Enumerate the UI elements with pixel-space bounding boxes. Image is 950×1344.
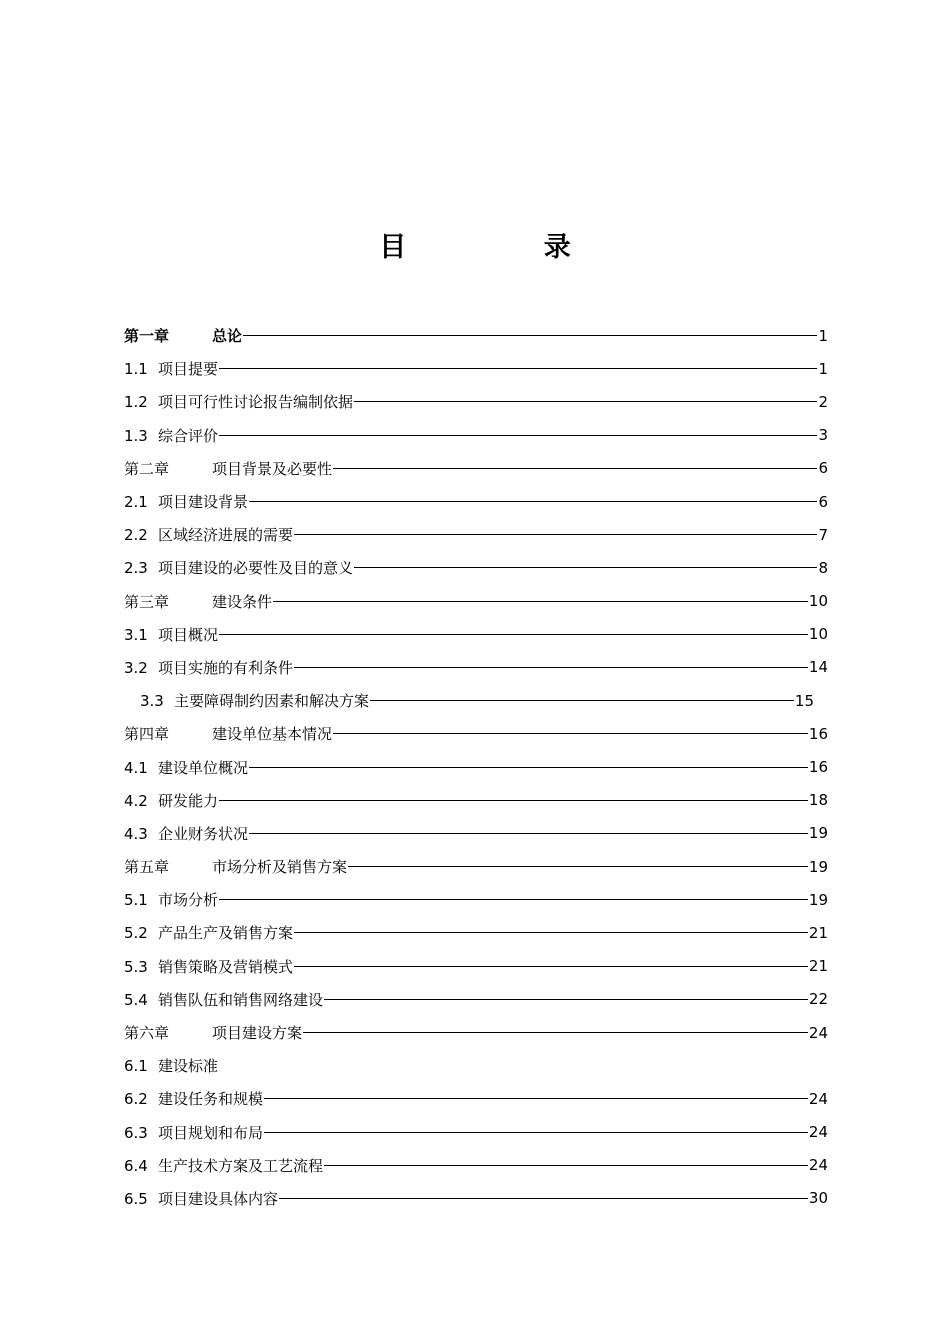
toc-entry-page: 21 bbox=[808, 923, 828, 942]
toc-entry-number: 第三章 bbox=[124, 592, 170, 611]
toc-entry-page: 15 bbox=[794, 691, 814, 710]
toc-leader-line bbox=[249, 501, 817, 502]
toc-entry-title: 项目可行性讨论报告编制依据 bbox=[158, 393, 354, 412]
toc-entry-label bbox=[124, 1155, 323, 1176]
page-title: 目 录 bbox=[379, 232, 635, 263]
toc-entry[interactable] bbox=[124, 750, 828, 783]
toc-leader-line bbox=[348, 866, 808, 867]
toc-entry-page: 2 bbox=[818, 392, 828, 411]
toc-entry-label bbox=[124, 757, 248, 778]
toc-entry-page: 22 bbox=[808, 990, 828, 1009]
toc-entry-title: 销售策略及营销模式 bbox=[158, 957, 294, 976]
toc-entry-title: 主要障碍制约因素和解决方案 bbox=[174, 692, 370, 711]
toc-leader-line bbox=[273, 601, 808, 602]
toc-entry-title: 生产技术方案及工艺流程 bbox=[158, 1156, 324, 1175]
table-of-contents bbox=[124, 319, 828, 1215]
toc-leader-line bbox=[354, 401, 817, 402]
toc-entry-number: 4.2 bbox=[124, 791, 148, 810]
toc-entry-number: 4.1 bbox=[124, 758, 148, 777]
toc-entry[interactable] bbox=[124, 585, 828, 618]
toc-entry[interactable] bbox=[124, 419, 828, 452]
toc-entry-page: 24 bbox=[808, 1123, 828, 1142]
toc-entry-page: 19 bbox=[808, 857, 828, 876]
toc-entry-title: 综合评价 bbox=[158, 426, 219, 445]
toc-entry-title: 项目实施的有利条件 bbox=[158, 658, 294, 677]
toc-entry-number: 1.1 bbox=[124, 360, 148, 379]
toc-entry[interactable] bbox=[124, 784, 828, 817]
toc-entry-title: 项目规划和布局 bbox=[158, 1123, 264, 1142]
toc-entry-label bbox=[124, 1022, 302, 1043]
toc-entry-number: 1.3 bbox=[124, 426, 148, 445]
toc-leader-line bbox=[294, 932, 808, 933]
toc-entry-page: 16 bbox=[808, 724, 828, 743]
toc-entry-title: 区域经济进展的需要 bbox=[158, 526, 294, 545]
toc-leader-line bbox=[294, 667, 808, 668]
toc-leader-line bbox=[219, 800, 808, 801]
toc-entry[interactable] bbox=[124, 916, 828, 949]
toc-entry-label bbox=[124, 524, 293, 545]
toc-entry-page: 10 bbox=[808, 592, 828, 611]
toc-leader-line bbox=[279, 1198, 808, 1199]
toc-entry[interactable] bbox=[124, 1049, 828, 1082]
toc-entry-page: 19 bbox=[808, 824, 828, 843]
toc-entry-number: 第四章 bbox=[124, 725, 170, 744]
toc-entry[interactable] bbox=[124, 452, 828, 485]
toc-entry-page: 19 bbox=[808, 890, 828, 909]
toc-entry-number: 1.2 bbox=[124, 393, 148, 412]
toc-entry-label bbox=[124, 989, 323, 1010]
toc-entry-label bbox=[124, 790, 218, 811]
toc-leader-line bbox=[294, 966, 808, 967]
toc-entry-label bbox=[124, 557, 353, 578]
toc-entry-title: 销售队伍和销售网络建设 bbox=[158, 990, 324, 1009]
toc-entry-page: 1 bbox=[818, 326, 828, 345]
toc-entry-number: 2.2 bbox=[124, 526, 148, 545]
toc-entry-title: 建设单位概况 bbox=[158, 758, 249, 777]
toc-entry[interactable] bbox=[124, 717, 828, 750]
toc-leader-line bbox=[354, 567, 817, 568]
toc-entry-title: 建设任务和规模 bbox=[158, 1090, 264, 1109]
toc-entry-title: 项目背景及必要性 bbox=[212, 459, 333, 478]
toc-entry-title: 项目提要 bbox=[158, 360, 219, 379]
toc-entry-number: 2.3 bbox=[124, 559, 148, 578]
toc-entry-page: 24 bbox=[808, 1089, 828, 1108]
toc-entry-title: 项目建设背景 bbox=[158, 493, 249, 512]
toc-entry[interactable] bbox=[124, 950, 828, 983]
toc-entry[interactable] bbox=[124, 518, 828, 551]
toc-entry-label bbox=[124, 1088, 263, 1109]
toc-entry-number: 6.4 bbox=[124, 1156, 148, 1175]
toc-entry-label bbox=[124, 491, 248, 512]
toc-entry[interactable] bbox=[124, 319, 828, 352]
toc-entry-page: 10 bbox=[808, 625, 828, 644]
toc-entry-label bbox=[124, 425, 218, 446]
toc-entry-number: 5.3 bbox=[124, 957, 148, 976]
toc-entry-label bbox=[124, 624, 218, 645]
toc-entry[interactable] bbox=[124, 618, 828, 651]
toc-entry-page: 24 bbox=[808, 1023, 828, 1042]
toc-entry[interactable] bbox=[124, 1149, 828, 1182]
toc-entry-number: 6.5 bbox=[124, 1189, 148, 1208]
toc-leader-line bbox=[219, 634, 808, 635]
toc-entry-title: 项目建设的必要性及目的意义 bbox=[158, 559, 354, 578]
toc-entry-number: 3.1 bbox=[124, 625, 148, 644]
toc-entry-label bbox=[124, 1055, 218, 1076]
toc-entry-page: 1 bbox=[818, 359, 828, 378]
toc-entry[interactable] bbox=[124, 850, 828, 883]
toc-entry-number: 第一章 bbox=[124, 327, 170, 346]
toc-entry-title: 企业财务状况 bbox=[158, 824, 249, 843]
toc-entry-label bbox=[124, 591, 272, 612]
toc-entry-number: 6.1 bbox=[124, 1057, 148, 1076]
toc-entry-title: 建设标准 bbox=[158, 1057, 219, 1076]
toc-entry-label bbox=[124, 358, 218, 379]
toc-entry-page: 24 bbox=[808, 1156, 828, 1175]
toc-leader-line bbox=[219, 899, 808, 900]
toc-entry-title: 项目建设方案 bbox=[212, 1024, 303, 1043]
toc-entry-page: 14 bbox=[808, 658, 828, 677]
toc-entry-page: 7 bbox=[818, 525, 828, 544]
toc-entry[interactable] bbox=[124, 1016, 828, 1049]
toc-entry-page: 30 bbox=[808, 1189, 828, 1208]
toc-entry-title: 市场分析 bbox=[158, 891, 219, 910]
toc-leader-line bbox=[219, 435, 817, 436]
toc-entry-title: 研发能力 bbox=[158, 791, 219, 810]
toc-entry[interactable] bbox=[124, 551, 828, 584]
toc-leader-line bbox=[324, 999, 808, 1000]
toc-entry-page: 21 bbox=[808, 957, 828, 976]
toc-entry[interactable] bbox=[124, 817, 828, 850]
toc-entry-label bbox=[124, 458, 332, 479]
toc-entry[interactable] bbox=[124, 684, 814, 717]
toc-entry-title: 建设单位基本情况 bbox=[212, 725, 333, 744]
toc-entry-label bbox=[124, 391, 353, 412]
toc-leader-line bbox=[249, 767, 808, 768]
toc-leader-line bbox=[249, 833, 808, 834]
toc-leader-line bbox=[264, 1098, 808, 1099]
toc-entry[interactable] bbox=[124, 983, 828, 1016]
toc-entry-title: 项目建设具体内容 bbox=[158, 1189, 279, 1208]
toc-entry-page: 8 bbox=[818, 558, 828, 577]
toc-leader-line bbox=[243, 335, 817, 336]
toc-entry-label bbox=[140, 690, 369, 711]
toc-entry-number: 5.2 bbox=[124, 924, 148, 943]
toc-entry-number: 第二章 bbox=[124, 459, 170, 478]
toc-entry-page: 18 bbox=[808, 791, 828, 810]
toc-leader-line bbox=[324, 1165, 808, 1166]
toc-leader-line bbox=[303, 1032, 808, 1033]
toc-entry-number: 2.1 bbox=[124, 493, 148, 512]
toc-entry-label bbox=[124, 1188, 278, 1209]
toc-entry-label bbox=[124, 956, 293, 977]
toc-entry-label bbox=[124, 889, 218, 910]
toc-entry-number: 第五章 bbox=[124, 858, 170, 877]
toc-entry-label bbox=[124, 325, 242, 346]
toc-entry-number: 6.3 bbox=[124, 1123, 148, 1142]
toc-entry-title: 建设条件 bbox=[212, 592, 273, 611]
toc-entry-title: 市场分析及销售方案 bbox=[212, 858, 348, 877]
toc-entry-page: 6 bbox=[818, 459, 828, 478]
toc-entry-number: 第六章 bbox=[124, 1024, 170, 1043]
toc-entry-title: 总论 bbox=[212, 327, 243, 346]
toc-entry[interactable] bbox=[124, 385, 828, 418]
toc-entry-number: 3.2 bbox=[124, 658, 148, 677]
toc-entry-title: 产品生产及销售方案 bbox=[158, 924, 294, 943]
toc-entry[interactable] bbox=[124, 1116, 828, 1149]
toc-entry[interactable] bbox=[124, 1182, 828, 1215]
toc-entry-number: 5.1 bbox=[124, 891, 148, 910]
toc-entry-label bbox=[124, 723, 332, 744]
toc-entry-number: 3.3 bbox=[140, 692, 164, 711]
toc-entry-title: 项目概况 bbox=[158, 625, 219, 644]
toc-leader-line bbox=[219, 368, 817, 369]
toc-entry-page: 3 bbox=[818, 426, 828, 445]
toc-entry-number: 4.3 bbox=[124, 824, 148, 843]
toc-leader-line bbox=[333, 468, 817, 469]
toc-entry[interactable] bbox=[124, 352, 828, 385]
toc-leader-line bbox=[333, 733, 808, 734]
toc-leader-line bbox=[294, 534, 817, 535]
toc-entry[interactable] bbox=[124, 651, 828, 684]
toc-entry-number: 6.2 bbox=[124, 1090, 148, 1109]
toc-entry-page: 16 bbox=[808, 758, 828, 777]
toc-entry-page: 6 bbox=[818, 492, 828, 511]
toc-entry-label bbox=[124, 856, 347, 877]
toc-entry[interactable] bbox=[124, 1082, 828, 1115]
toc-entry-label bbox=[124, 1122, 263, 1143]
toc-leader-line bbox=[264, 1132, 808, 1133]
toc-entry-label bbox=[124, 922, 293, 943]
toc-entry[interactable] bbox=[124, 883, 828, 916]
toc-entry[interactable] bbox=[124, 485, 828, 518]
toc-entry-label bbox=[124, 657, 293, 678]
toc-entry-number: 5.4 bbox=[124, 990, 148, 1009]
toc-leader-line bbox=[370, 700, 794, 701]
toc-entry-label bbox=[124, 823, 248, 844]
